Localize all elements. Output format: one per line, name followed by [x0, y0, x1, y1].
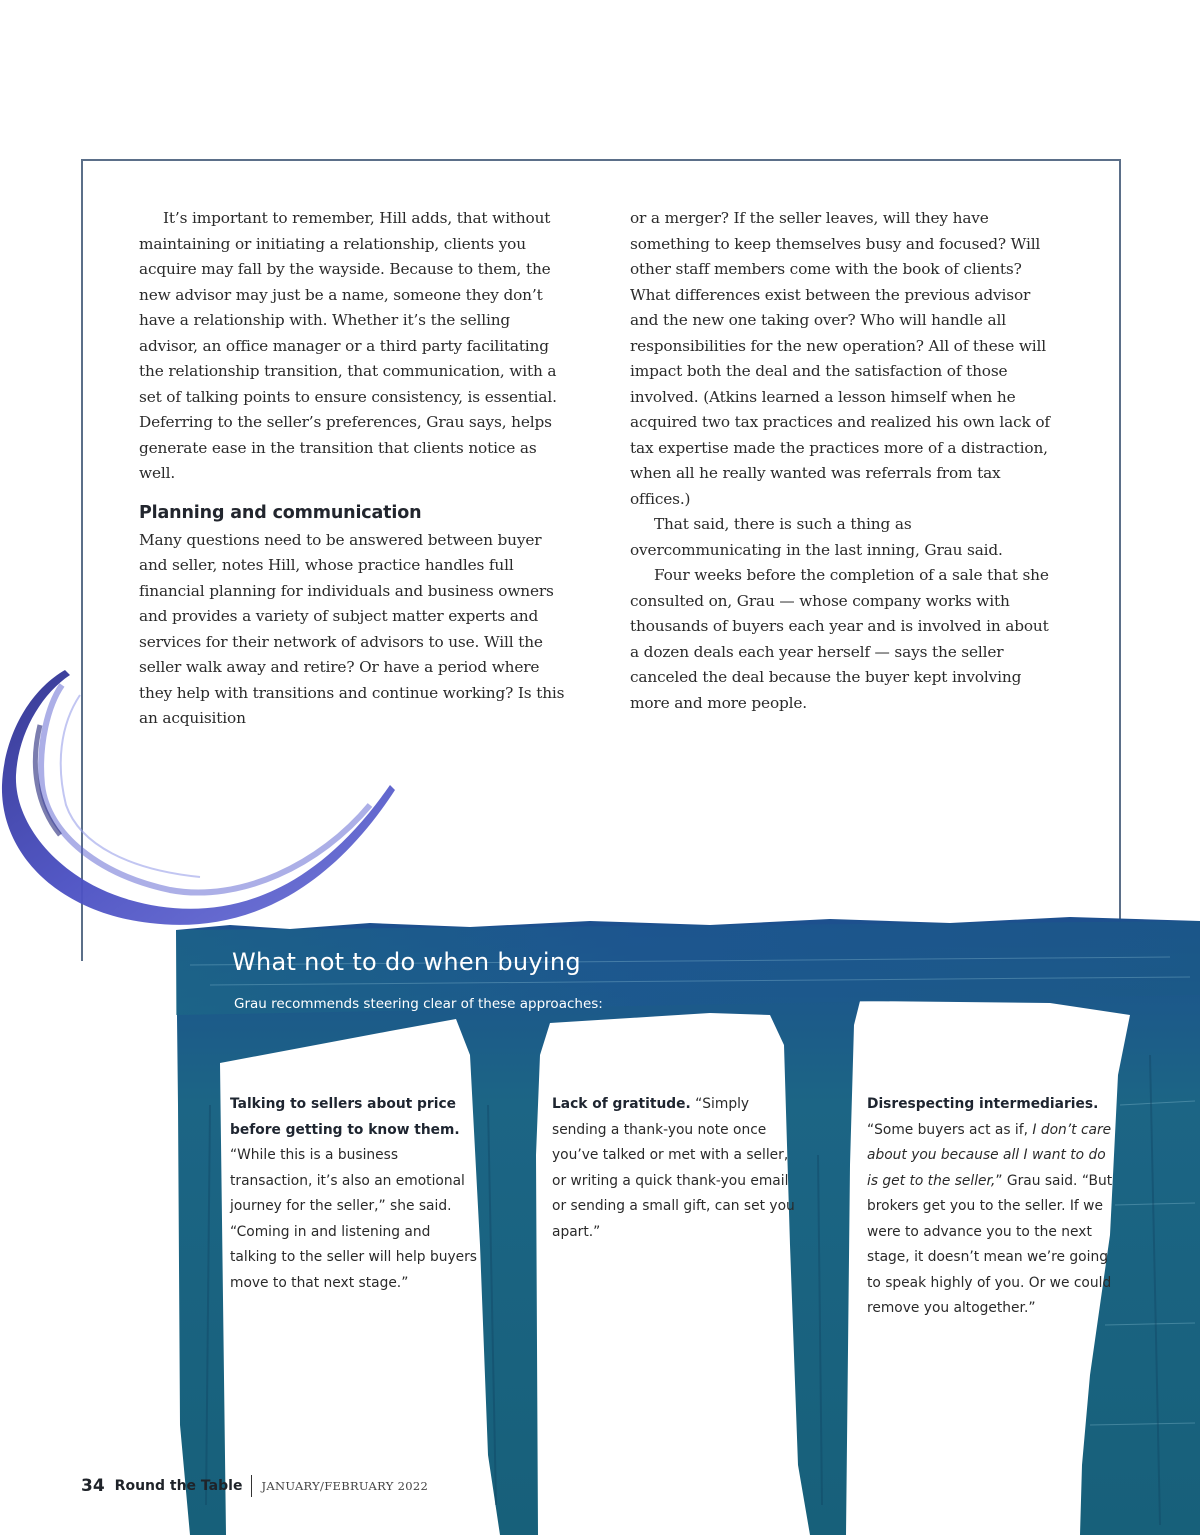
page-footer [81, 1474, 428, 1498]
tip-item [552, 1092, 802, 1245]
tip-body-italic: I don’t care about you because all I want to do is get to the seller, [867, 1121, 1112, 1189]
page-number: 34 [81, 1476, 105, 1496]
article-paragraph: It’s important to remember, Hill adds, that without maintaining or initiating a relationship, clients you acquire may fall by the wayside. Because to them, the new advisor may just be a name, someone they don’t have a relationship with. Whether it’s the selling advisor, an office manager or a third party facilitating the relationship transition, that communication, with a set of talking points to ensure consistency, is essential. Deferring to the seller’s preferences, Grau says, helps generate ease in the transition that clients notice as well. [139, 209, 557, 482]
issue-date: JANUARY/FEBRUARY 2022 [261, 1479, 429, 1493]
tip-heading: Disrespecting intermediaries. [867, 1096, 1099, 1112]
article-left-column [139, 206, 571, 732]
article-paragraph: Many questions need to be answered between buyer and seller, notes Hill, whose practice handles full financial planning for individuals and business owners and provides a variety of subject matter experts and services for their network of advisors to use. Will the seller walk away and retire? Or have a period where they help with transitions and continue working? Is this an acquisition [139, 530, 565, 727]
magazine-name: Round the Table [114, 1478, 243, 1494]
sidebar-subtitle: Grau recommends steering clear of these approaches: [234, 996, 603, 1012]
section-heading: Planning and communication [139, 502, 422, 523]
tip-body: ” Grau said. “But brokers get you to the seller. If we were to advance you to the next stage, it doesn’t mean we’re going to speak highly of you. Or we could remove you altogether.” [867, 1172, 1113, 1316]
tip-item [867, 1092, 1117, 1322]
footer-divider [251, 1475, 252, 1497]
tip-body: “While this is a business transaction, it’s also an emotional journey for the seller,” she said. “Coming in and listening and talking to the seller will help buyers move to that next stage.” [230, 1147, 477, 1291]
article-right-column [630, 206, 1062, 716]
tip-heading: Lack of gratitude. [552, 1096, 691, 1112]
article-paragraph: That said, there is such a thing as overcommunicating in the last inning, Grau said. [630, 515, 1003, 559]
purple-brush-stroke-graphic [0, 665, 400, 935]
tip-body: “Simply sending a thank-you note once you’ve talked or met with a seller, or writing a quick thank-you email or sending a small gift, can set you apart.” [552, 1096, 795, 1240]
tip-heading: Talking to sellers about price before getting to know them. [230, 1096, 460, 1138]
tip-body: “Some buyers act as if, [867, 1121, 1033, 1138]
tip-item [230, 1092, 480, 1296]
article-paragraph: Four weeks before the completion of a sale that she consulted on, Grau — whose company works with thousands of buyers each year and is involved in about a dozen deals each year herself — says the seller canceled the deal because the buyer kept involving more and more people. [630, 566, 1049, 712]
sidebar-title: What not to do when buying [232, 948, 581, 976]
article-paragraph-continued: or a merger? If the seller leaves, will they have something to keep themselves busy and focused? Will other staff members come with the book of clients? What differences exist between the previous advisor and the new one taking over? Who will handle all responsibilities for the new operation? All of these will impact both the deal and the satisfaction of those involved. (Atkins learned a lesson himself when he acquired two tax practices and realized his own lack of tax expertise made the practices more of a distraction, when all he really wanted was referrals from tax offices.) [630, 209, 1050, 508]
